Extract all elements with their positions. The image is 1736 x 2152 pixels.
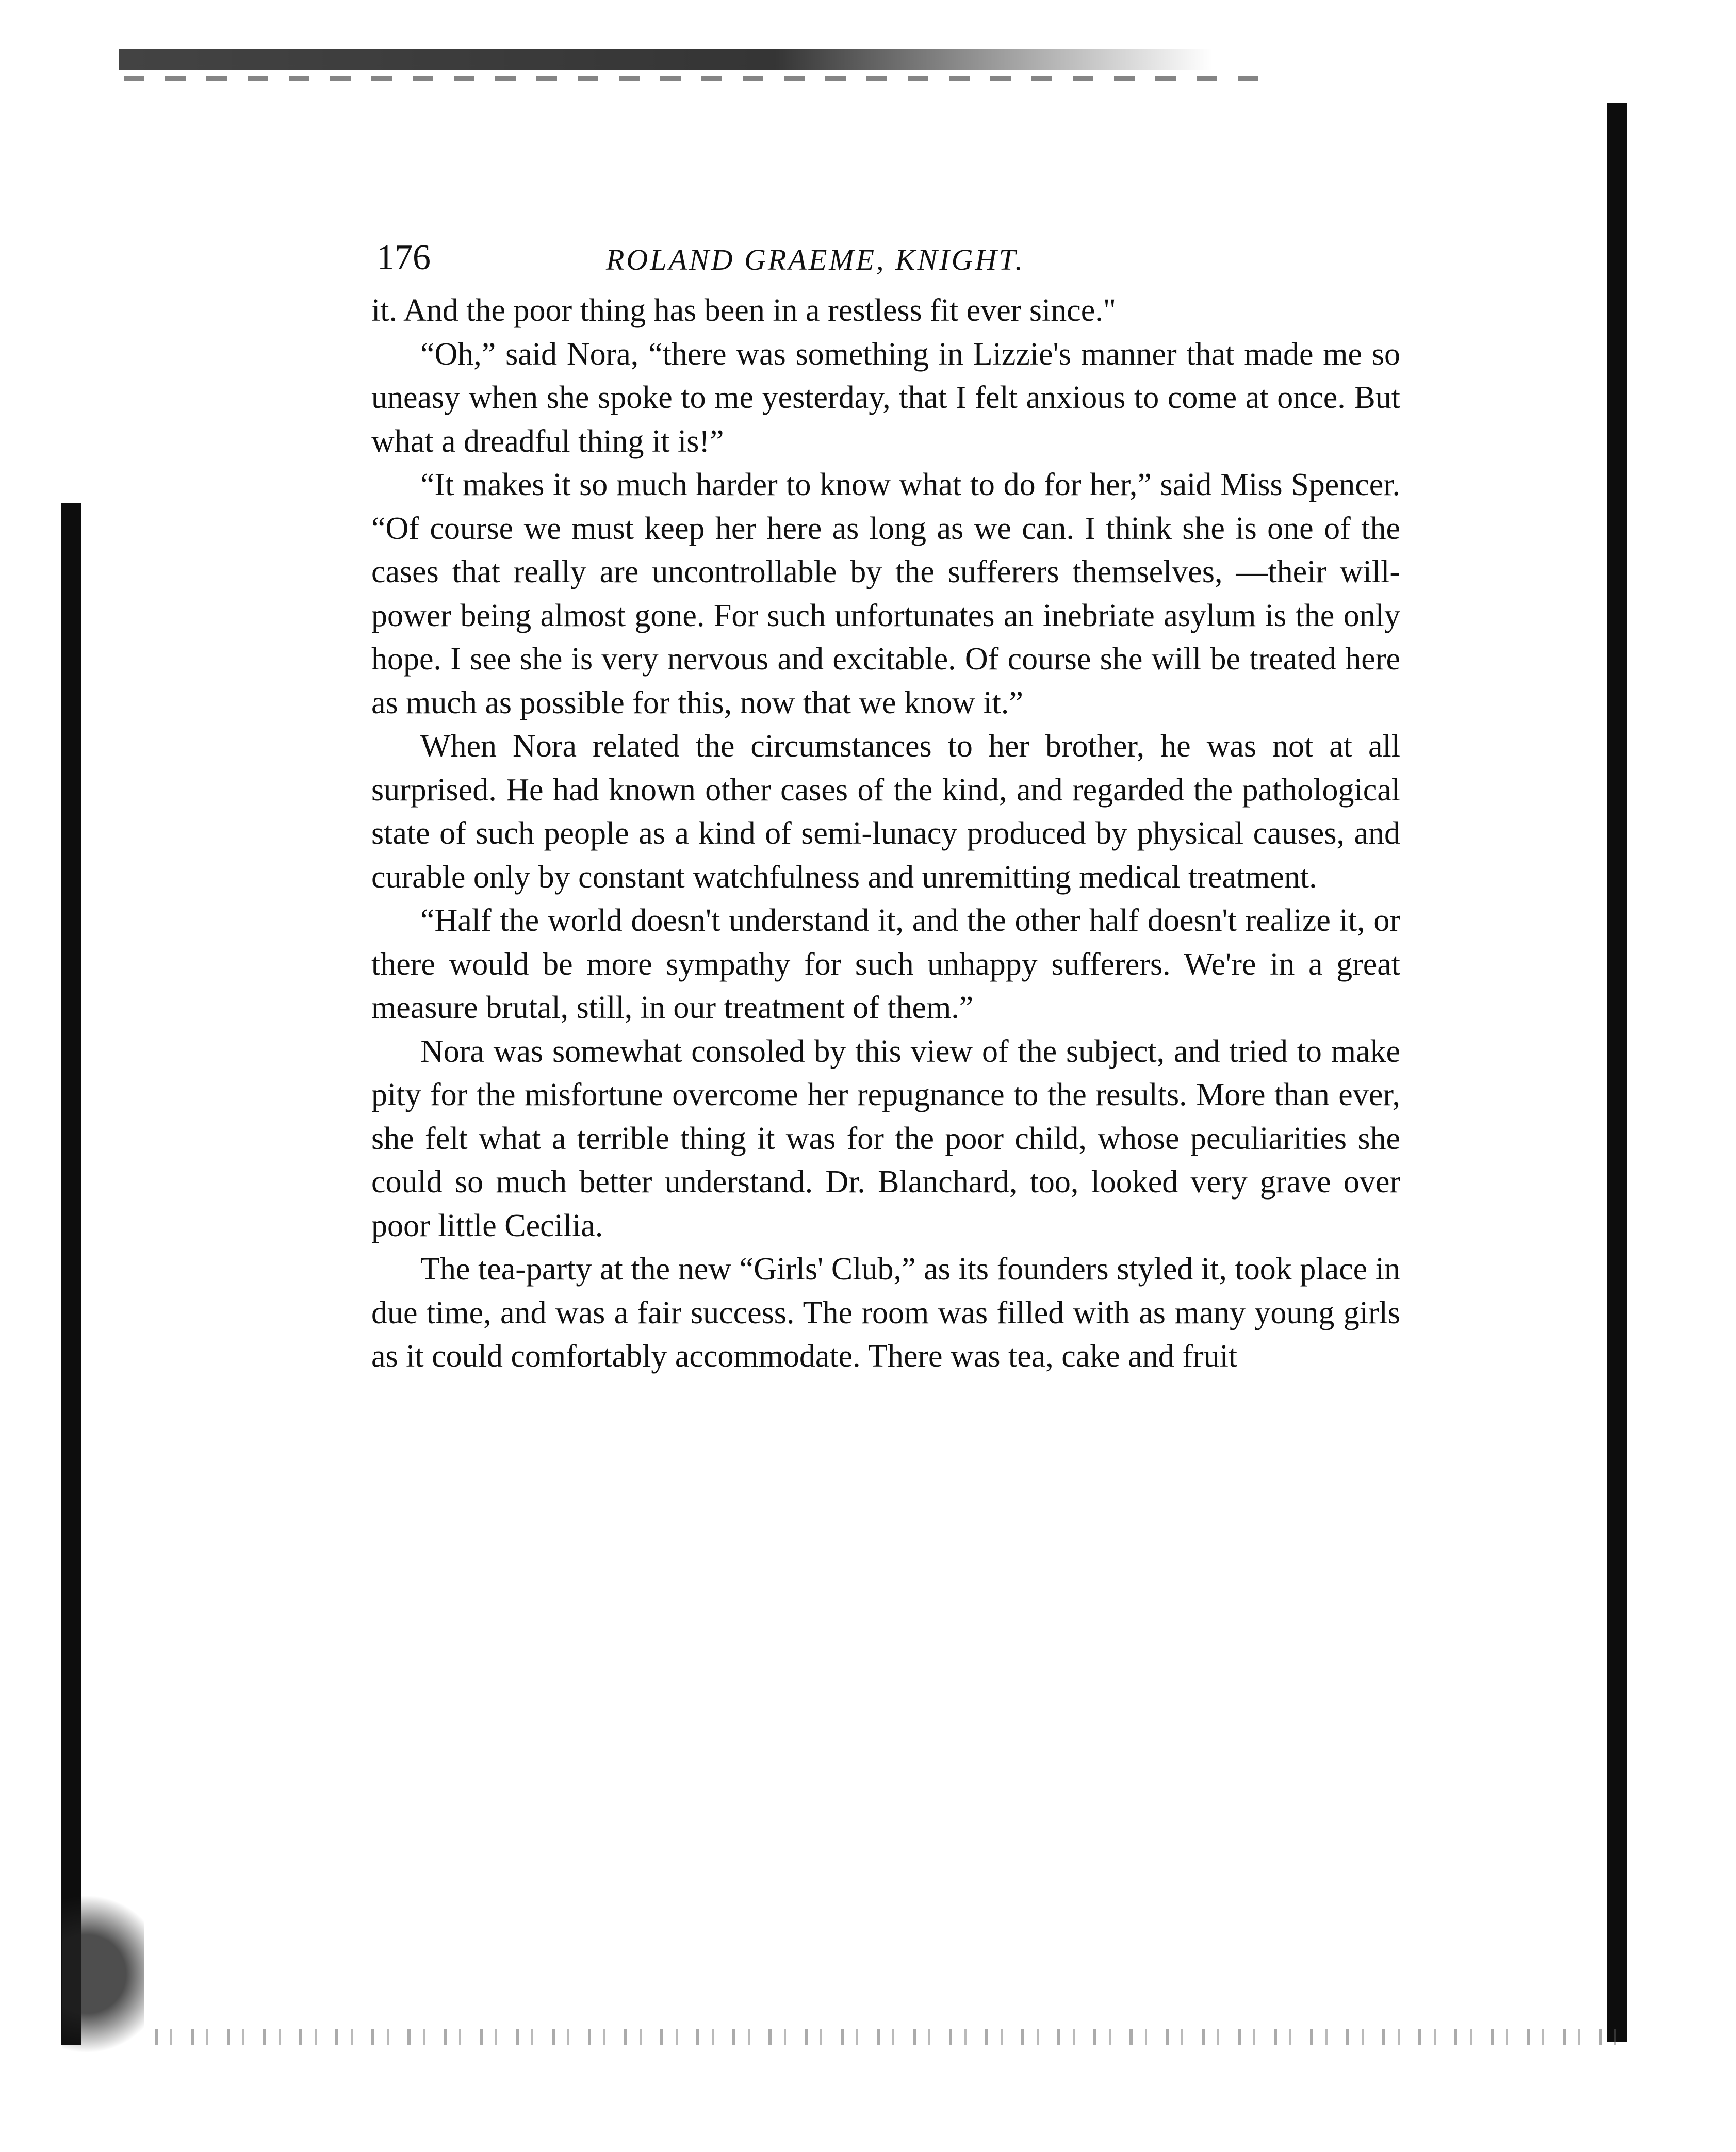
body-text [371,289,1400,1378]
page-number: 176 [376,238,431,277]
scan-edge-bottom [155,2029,1630,2045]
paragraph: When Nora related the circumstances to her brother, he was not at all surprised. He had known other cases of the kind, and regarded the pathological state of such people as a kind of semi-lunacy produced by physical causes, and curable only by constant watchfulness and unremitting medical treatment. [371,729,1400,895]
running-head: ROLAND GRAEME, KNIGHT. [606,243,1025,276]
paragraph: The tea-party at the new “Girls' Club,” as its founders styled it, took place in due time, and was a fair success. The room was filled with as many young girls as it could comfortably accommodate. There was tea, cake and fruit [371,1252,1400,1374]
paragraph: Nora was somewhat consoled by this view of the subject, and tried to make pity for the misfortune overcome her repugnance to the results. More than ever, she felt what a terrible thing it was for the poor child, whose peculiarities she could so much better understand. Dr. Blanchard, too, looked very grave over poor little Cecilia. [371,1033,1400,1243]
paragraph: “Oh,” said Nora, “there was something in Lizzie's manner that made me so uneasy when she spoke to me yesterday, that I felt anxious to come at once. But what a dreadful thing it is!” [371,336,1400,459]
page-header [371,227,1400,289]
scan-edge-top-dashes [124,76,1258,81]
paragraph: “Half the world doesn't understand it, and the other half doesn't realize it, or there would be more sympathy for such unhappy sufferers. We're in a great measure brutal, still, in our treatment of them.” [371,903,1400,1025]
scan-edge-left [61,503,81,2045]
paragraph: it. And the poor thing has been in a restless fit ever since." [371,293,1117,328]
scan-edge-right [1607,103,1627,2042]
scan-speckle-left [62,1857,144,2052]
paragraph: “It makes it so much harder to know what to do for her,” said Miss Spencer. “Of course we must keep her here as long as we can. I think she is one of the cases that really are uncontrollable by the sufferers themselves, —their will-power being almost gone. For such unfortunates an inebriate asylum is the only hope. I see she is very nervous and excitable. Of course she will be treated here as much as possible for this, now that we know it.” [371,467,1400,720]
scan-edge-top [119,49,1212,70]
book-page [371,227,1400,1378]
